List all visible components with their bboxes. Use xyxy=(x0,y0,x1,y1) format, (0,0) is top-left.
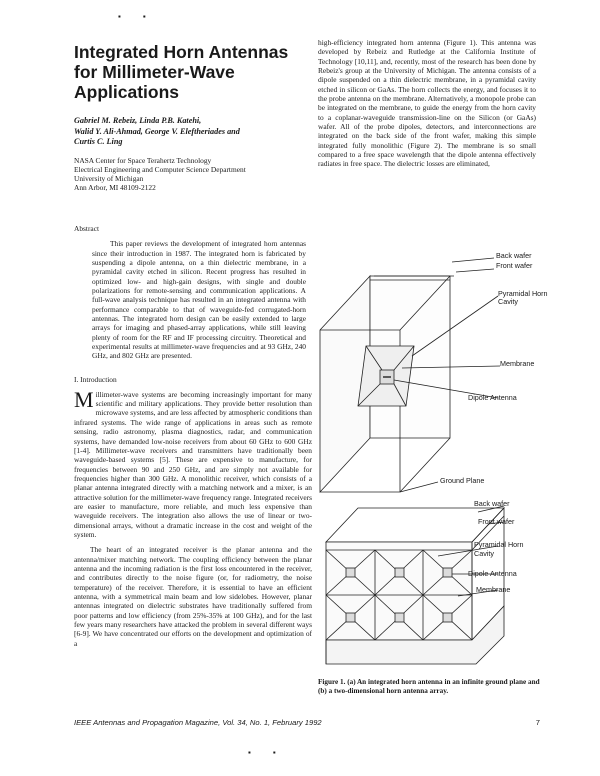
author-line: Gabriel M. Rebeiz, Linda P.B. Katehi, xyxy=(74,116,202,125)
label-membrane-b: Membrane xyxy=(476,585,511,594)
label-horn-cavity-a-1: Pyramidal Horn xyxy=(498,289,548,298)
author-list xyxy=(74,116,312,148)
affiliation xyxy=(74,156,312,193)
label-horn-cavity-b-2: Cavity xyxy=(474,549,494,558)
right-paragraph: high-efficiency integrated horn antenna (Figure 1). This antenna was developed by Rebeiz and Rutledge at the California Institute of Technology [10,11], and, recently, most of the research has been done by Rebeiz's group at the University of Michigan. The antenna consists of a dipole suspended on a thin dielectric membrane, in a pyramidal cavity etched in silicon or GaAs. The horn collects the energy, and focuses it to the probe antenna on the membrane. Alternatively, a monopole probe can be integrated on the membrane, to guide the energy from the horn cavity to a coplanar-waveguide transmission-line on the Silicon (or GaAs) wafer. All of the probe dipoles, detectors, and interconnections are integrated on the back side of the front wafer, making this simple integrated fully monolithic (Figure 2). The membrane is so small compared to a free space wavelength that the dipole antenna effectively radiates in free space. The dielectric losses are eliminated, xyxy=(318,38,536,169)
page-footer xyxy=(74,718,540,727)
affiliation-line: Ann Arbor, MI 48109-2122 xyxy=(74,183,156,193)
label-membrane-a: Membrane xyxy=(500,359,535,368)
abstract-heading: Abstract xyxy=(74,224,100,234)
label-dipole-a: Dipole Antenna xyxy=(468,393,517,402)
label-front-wafer-a: Front wafer xyxy=(496,261,533,270)
registration-marks-top: ▪ ▪ xyxy=(118,12,156,21)
intro-paragraph-2: The heart of an integrated receiver is the planar antenna and the antenna/mixer matching network. The coupling efficiency between the planar antenna and the incoming radiation is the first loss encountered in the receiver, and contributes directly to the noise figure (or, for radiometry, the noise temperature) of the receiver. Therefore, it is essential to have an efficient antenna, with a symmetrical main beam and low sidelobes. However, planar antennas integrated on dielectric substrates have traditionally suffered from poor patterns and low efficiency (from 25%-35% at 100 GHz), and for the last few years many researchers have attacked the problem in several different ways [6-9]. We have concentrated our efforts on the development and optimization of a xyxy=(74,545,312,648)
label-ground-plane-a: Ground Plane xyxy=(440,476,485,485)
figure-1 xyxy=(318,251,548,676)
label-horn-cavity-a-2: Cavity xyxy=(498,297,518,306)
page-number: 7 xyxy=(535,718,540,727)
author-line: Curtis C. Ling xyxy=(74,137,123,146)
left-column xyxy=(74,38,312,654)
label-front-wafer-b: Front wafer xyxy=(478,517,515,526)
article-title: Integrated Horn Antennas for Millimeter-Wave Applications xyxy=(74,42,289,102)
registration-marks-bottom: ▪ ▪ xyxy=(248,748,286,757)
right-column xyxy=(318,38,536,175)
intro-heading: I. Introduction xyxy=(74,374,117,384)
intro-paragraph-1: Millimeter-wave systems are becoming increasingly important for many scientific and military applications. They provide better resolution than microwave systems, and are less affected by atmospheric conditions than infrared systems. The wide range of applications in areas such as remote sensing, radio astronomy, plasma diagnostics, radar, and communication systems, have demanded low-noise receivers from about 60 GHz to 600 GHz [1-4]. Millimeter-wave receivers and transmitters have traditionally been waveguide-based systems [5]. These are expensive to manufacture, for frequencies between 90 and 250 GHz, and are simply not available for frequencies higher than 300 GHz. A monolithic receiver, which consists of a planar antenna integrated directly with a matching network and a mixer, is an attractive solution for the millimeter-wave frequency range. Integrated receivers are easier to manufacture, more reliable, and much less expensive than waveguide receivers. The integration also allows the use of linear or two-dimensional arrays, without a dramatic increase in the cost and weight of the system. xyxy=(74,386,312,539)
journal-citation: IEEE Antennas and Propagation Magazine, Vol. 34, No. 1, February 1992 xyxy=(74,718,322,727)
affiliation-line: University of Michigan xyxy=(74,173,144,183)
abstract-text: This paper reviews the development of integrated horn antennas since their introduction in 1987. The integrated horn is fabricated by suspending a dipole antenna, on a thin dielectric membrane, in a pyramidal cavity etched in silicon. Recent progress has resulted in optimized low- and high-gain designs, with single and double polarizations for remote-sensing and communication applications. A full-wave analysis technique has resulted in an integrated antenna with performance comparable to that of waveguide-fed corrugated-horn antennas. The integrated horn design can be easily extended to large arrays for imaging and phased-array applications, while still leaving plenty of room for the RF and IF processing circuitry. Theoretical and experimental results at millimeter-wave frequencies and at 93 GHz, 240 GHz, and 802 GHz are presented. xyxy=(92,239,306,361)
label-dipole-b: Dipole Antenna xyxy=(468,569,517,578)
label-back-wafer-a: Back wafer xyxy=(496,251,532,260)
affiliation-line: NASA Center for Space Terahertz Technology xyxy=(74,155,212,165)
affiliation-line: Electrical Engineering and Computer Science Department xyxy=(74,164,246,174)
label-horn-cavity-b-1: Pyramidal Horn xyxy=(474,540,524,549)
label-back-wafer-b: Back wafer xyxy=(474,499,510,508)
figure-caption: Figure 1. (a) An integrated horn antenna in an infinite ground plane and (b) a two-dimensional horn antenna array. xyxy=(318,678,540,695)
figure-1-drawing xyxy=(318,256,540,676)
author-line: Walid Y. Ali-Ahmad, George V. Eleftheriades and xyxy=(74,126,240,136)
